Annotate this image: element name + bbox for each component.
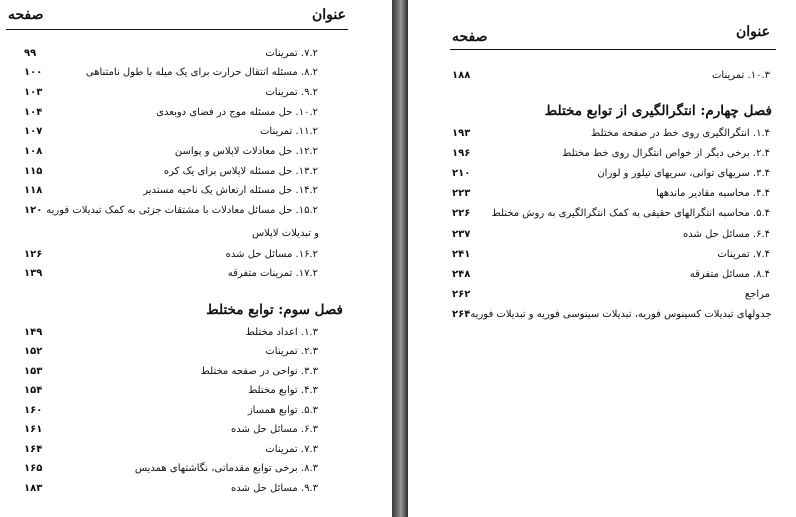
toc-page-number: ۱۹۳: [452, 127, 471, 139]
toc-page-number: ۱۵۲: [24, 346, 43, 357]
toc-page-number: ۱۱۵: [24, 165, 43, 177]
toc-page-number: ۱۰۰: [24, 67, 43, 79]
toc-entry: [24, 323, 318, 341]
toc-page-number: ۱۳۹: [24, 268, 43, 280]
toc-page-number: ۲۳۷: [452, 228, 471, 240]
toc-page-number: ۱۰۴: [24, 106, 43, 118]
toc-entry: [452, 306, 770, 324]
toc-entry: [452, 205, 770, 223]
toc-entry-title: ۱۱.۲. تمرینات: [260, 126, 318, 138]
toc-entry-title: ۱۲.۲. حل معادلات لاپلاس و پواسن: [174, 146, 318, 157]
toc-entry: [24, 460, 318, 478]
toc-entry-title: ۵.۴. محاسبه انتگرالهای حقیقی به کمک انتگرالگیری به روش مختلط: [491, 208, 770, 220]
toc-entry: [452, 124, 770, 142]
toc-entry-title: ۸.۲. مسئله انتقال حرارت برای یک میله با طول نامتناهی: [85, 67, 318, 79]
toc-entry: [24, 245, 318, 263]
toc-entry-title: ۶.۴. مسائل حل شده: [683, 228, 770, 240]
toc-page-number: ۲۶۴: [452, 309, 471, 321]
toc-page-number: ۱۴۹: [24, 326, 43, 338]
toc-entry-title: ۲.۳. تمرینات: [265, 346, 318, 357]
toc-entry-title: جدولهای تبدیلات کسینوس فوریه، تبدیلات سینوسی فوریه و تبدیلات فوریه: [470, 309, 772, 321]
toc-entry-title: ۸.۳. برخی توابع مقدماتی، نگاشتهای همدیس: [134, 463, 318, 474]
toc-entry-title: ۲.۴. برخی دیگر از خواص انتگرال روی خط مختلط: [562, 147, 770, 159]
toc-page-number: ۲۲۶: [452, 208, 471, 220]
toc-entry: [24, 343, 318, 361]
toc-entry-title: ۹.۲. تمرینات: [265, 86, 318, 98]
toc-entry: [452, 286, 770, 304]
toc-entry-title: ۱۷.۲. تمرینات متفرقه: [227, 268, 318, 280]
toc-entry: [24, 64, 318, 82]
header-title: عنوان: [736, 24, 770, 40]
toc-entry-title: ۸.۴. مسائل متفرقه: [689, 268, 770, 280]
toc-entry: [452, 66, 770, 84]
chapter-title: فصل سوم: توابع مختلط: [206, 302, 343, 318]
toc-page-number: ۲۴۸: [452, 268, 471, 280]
toc-entry: [24, 103, 318, 121]
toc-entry-title: ۱.۴. انتگرالگیری روی خط در صفحه مختلط: [591, 127, 770, 139]
toc-entry: [24, 440, 318, 458]
toc-entry: [24, 479, 318, 497]
toc-entry: [24, 202, 318, 220]
toc-page-number: ۱۶۴: [24, 443, 43, 455]
toc-entry: [24, 44, 318, 62]
right-page: [408, 0, 796, 517]
toc-page-number: ۲۴۱: [452, 248, 471, 260]
toc-entry-title: مراجع: [744, 289, 770, 301]
toc-entry-title: ۹.۳. مسائل حل شده: [231, 482, 318, 494]
toc-page-number: ۱۵۴: [24, 385, 43, 396]
toc-entry-title: ۱۶.۲. مسائل حل شده: [225, 248, 318, 260]
header-page-label: صفحه: [8, 7, 44, 23]
toc-entry: [24, 401, 318, 419]
toc-entry: [24, 382, 318, 400]
toc-page-number: ۱۲۶: [24, 248, 43, 260]
toc-entry: [452, 245, 770, 263]
toc-page-number: ۱۰۳: [24, 86, 43, 98]
toc-entry: [452, 265, 770, 283]
toc-entry-title: ۳.۴. سریهای توانی، سریهای تیلور و لوران: [597, 167, 770, 179]
toc-entry-title: ۱۰.۲. حل مسئله موج در فضای دوبعدی: [156, 106, 318, 118]
toc-page-number: ۱۱۸: [24, 185, 43, 197]
toc-page-number: ۲۲۳: [452, 188, 471, 200]
header-title: عنوان: [312, 7, 346, 23]
toc-entry: [24, 265, 318, 283]
header-page-label: صفحه: [452, 29, 488, 45]
toc-entry-title: ۴.۳. توابع مختلط: [248, 385, 318, 396]
toc-page-number: ۲۱۰: [452, 167, 471, 179]
toc-entry: [24, 143, 318, 161]
toc-page-number: ۱۸۸: [452, 69, 471, 81]
toc-entry: [452, 164, 770, 182]
toc-entry: [24, 83, 318, 101]
header-rule: [6, 29, 348, 30]
toc-page-number: ۱۲۰: [24, 205, 43, 217]
toc-entry-title: ۱۰.۳. تمرینات: [712, 69, 770, 81]
toc-entry: [452, 185, 770, 203]
toc-entry-title: ۵.۳. توابع همساز: [247, 404, 318, 416]
toc-entry-title: ۷.۳. تمرینات: [265, 443, 318, 455]
toc-entry-title: ۱۳.۲. حل مسئله لاپلاس برای یک کره: [163, 165, 318, 177]
book-gutter: [392, 0, 408, 517]
toc-entry-title: ۱.۳. اعداد مختلط: [245, 326, 318, 338]
left-page: [0, 0, 392, 517]
toc-page-number: ۱۵۳: [24, 365, 43, 377]
toc-continuation: و تبدیلات لاپلاس: [251, 228, 319, 239]
header-rule: [450, 49, 776, 50]
toc-page-number: ۱۶۱: [24, 424, 43, 435]
toc-entry-title: ۱۴.۲. حل مسئله ارتعاش یک ناحیه مستدیر: [143, 185, 318, 197]
toc-entry-title: ۷.۲. تمرینات: [265, 47, 318, 59]
toc-entry: [24, 182, 318, 200]
toc-page-number: ۲۶۲: [452, 289, 471, 301]
toc-entry: [452, 225, 770, 243]
toc-page-number: ۱۶۵: [24, 463, 43, 474]
toc-entry-title: ۳.۳. نواحی در صفحه مختلط: [200, 365, 318, 377]
toc-entry-title: ۶.۳. مسائل حل شده: [231, 424, 318, 435]
toc-entry: [452, 144, 770, 162]
toc-entry: [24, 123, 318, 141]
toc-page-number: ۱۹۶: [452, 147, 471, 159]
toc-page-number: ۱۰۸: [24, 146, 43, 157]
toc-entry-title: ۱۵.۲. حل مسائل معادلات با مشتقات جزئی به کمک تبدیلات فوریه: [46, 205, 318, 217]
toc-entry: [24, 162, 318, 180]
toc-entry-title: ۷.۴. تمرینات: [717, 248, 770, 260]
toc-entry-title: ۴.۴. محاسبه مقادیر ماندهها: [656, 188, 770, 200]
chapter-title: فصل چهارم: انتگرالگیری از توابع مختلط: [544, 103, 772, 119]
toc-entry: [24, 421, 318, 439]
toc-page-number: ۱۰۷: [24, 126, 43, 138]
toc-entry: [24, 362, 318, 380]
toc-page-number: ۱۸۳: [24, 482, 43, 494]
toc-page-number: ۱۶۰: [24, 404, 43, 416]
toc-page-number: ۹۹: [24, 47, 37, 59]
